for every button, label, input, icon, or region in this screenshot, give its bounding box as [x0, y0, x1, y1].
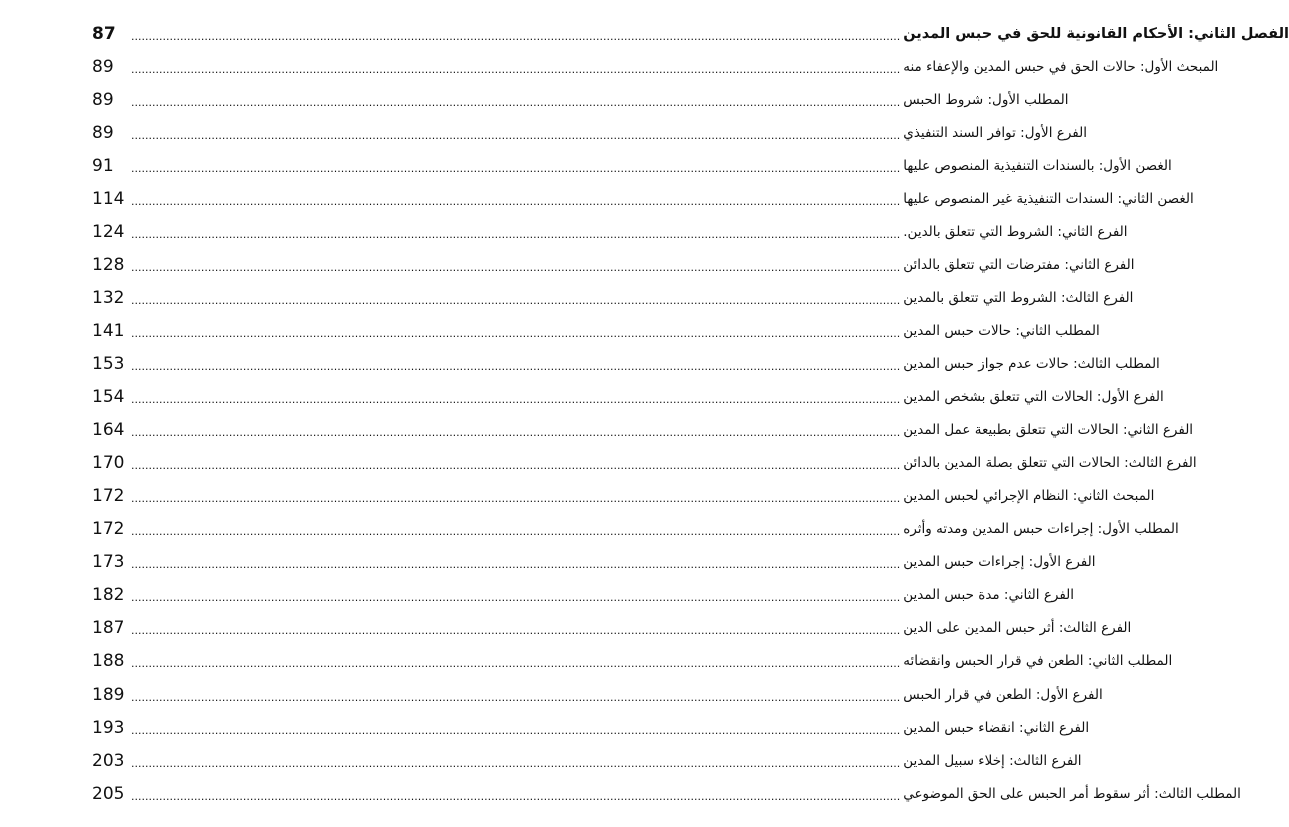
- toc-page-number: 87: [92, 23, 116, 44]
- toc-entry: [92, 777, 1241, 810]
- toc-page-number: 132: [92, 287, 125, 308]
- toc-page-number: 124: [92, 221, 125, 242]
- toc-leader-dots: ............................................................................................................................................................................................................................: [131, 426, 901, 440]
- toc-entry: [92, 711, 1090, 744]
- toc-page-number: 141: [92, 320, 125, 341]
- toc-leader-dots: ............................................................................................................................................................................................................................: [131, 29, 901, 43]
- toc-entry: [92, 50, 1219, 83]
- toc-entry-title: المطلب الثالث: حالات عدم جواز حبس المدين: [903, 356, 1160, 372]
- toc-leader-dots: ............................................................................................................................................................................................................................: [131, 690, 901, 704]
- toc-entry: [92, 513, 1179, 546]
- toc-entry-title: الفرع الأول: الطعن في قرار الحبس: [903, 686, 1103, 703]
- toc-leader-dots: ............................................................................................................................................................................................................................: [131, 194, 901, 208]
- toc-page-number: 170: [92, 453, 125, 474]
- toc-entry: [92, 17, 1289, 50]
- toc-leader-dots: ............................................................................................................................................................................................................................: [131, 756, 901, 770]
- toc-leader-dots: ............................................................................................................................................................................................................................: [131, 624, 901, 638]
- toc-entry-title: المبحث الأول: حالات الحق في حبس المدين والإعفاء منه: [903, 58, 1219, 75]
- toc-entry: [92, 182, 1194, 215]
- toc-entry: [92, 612, 1132, 645]
- toc-leader-dots: ............................................................................................................................................................................................................................: [131, 525, 901, 539]
- toc-entry: [92, 678, 1103, 711]
- toc-page-number: 205: [92, 783, 125, 804]
- toc-entry: [92, 149, 1172, 182]
- toc-entry: [92, 447, 1197, 480]
- toc-entry-title: المطلب الثالث: أثر سقوط أمر الحبس على الحق الموضوعي: [903, 785, 1241, 802]
- toc-leader-dots: ............................................................................................................................................................................................................................: [131, 128, 901, 142]
- toc-entry-title: الفرع الثاني: الشروط التي تتعلق بالدين.: [903, 223, 1128, 240]
- toc-entry-title: الفرع الثاني: مفترضات التي تتعلق بالدائن: [903, 256, 1135, 273]
- toc-page-number: 172: [92, 519, 125, 540]
- toc-page-number: 187: [92, 618, 125, 639]
- toc-entry: [92, 579, 1075, 612]
- toc-page-number: 91: [92, 155, 114, 176]
- toc-entry-title: الفرع الثالث: إخلاء سبيل المدين: [903, 752, 1082, 769]
- toc-entry-title: الفصل الثاني: الأحكام القانونية للحق في حبس المدين: [903, 25, 1289, 42]
- toc-entry: [92, 645, 1173, 678]
- toc-entry-title: المطلب الثاني: حالات حبس المدين: [903, 322, 1100, 339]
- toc-entry: [92, 546, 1096, 579]
- toc-page-number: 89: [92, 89, 114, 110]
- toc-leader-dots: ............................................................................................................................................................................................................................: [131, 227, 901, 241]
- toc-page-number: 182: [92, 585, 125, 606]
- toc-entry-title: الفرع الأول: توافر السند التنفيذي: [903, 124, 1087, 141]
- toc-leader-dots: ............................................................................................................................................................................................................................: [131, 95, 901, 109]
- toc-page-number: 153: [92, 354, 125, 374]
- toc-entry: [92, 348, 1160, 381]
- toc-entry: [92, 215, 1128, 248]
- toc-entry: [92, 480, 1155, 513]
- toc-page-number: 128: [92, 254, 125, 275]
- toc-entry-title: المطلب الأول: إجراءات حبس المدين ومدته وأثره: [903, 521, 1179, 538]
- toc-leader-dots: ............................................................................................................................................................................................................................: [131, 558, 901, 572]
- toc-page-number: 203: [92, 750, 125, 771]
- toc-leader-dots: ............................................................................................................................................................................................................................: [131, 657, 901, 671]
- toc-entry: [92, 414, 1194, 447]
- toc-entry-title: المطلب الثاني: الطعن في قرار الحبس وانقضائه: [903, 653, 1173, 670]
- toc-entry: [92, 744, 1082, 777]
- toc-leader-dots: ............................................................................................................................................................................................................................: [131, 62, 901, 76]
- toc-page-number: 154: [92, 387, 125, 408]
- toc-page-number: 89: [92, 122, 114, 143]
- toc-entry: [92, 116, 1087, 149]
- toc-page-number: 188: [92, 651, 125, 672]
- toc-page-number: 89: [92, 56, 114, 77]
- toc-leader-dots: ............................................................................................................................................................................................................................: [131, 789, 901, 803]
- toc-leader-dots: ............................................................................................................................................................................................................................: [131, 591, 901, 605]
- toc-leader-dots: ............................................................................................................................................................................................................................: [131, 161, 901, 175]
- toc-entry-title: الفرع الثالث: أثر حبس المدين على الدين: [903, 620, 1132, 637]
- toc-entry: [92, 281, 1134, 314]
- toc-entry-title: الفرع الأول: الحالات التي تتعلق بشخص المدين: [903, 389, 1164, 406]
- toc-entry-title: الفرع الثالث: الشروط التي تتعلق بالمدين: [903, 289, 1134, 306]
- toc-leader-dots: ............................................................................................................................................................................................................................: [131, 459, 901, 473]
- toc-entry-title: الفرع الثاني: الحالات التي تتعلق بطبيعة عمل المدين: [903, 422, 1194, 439]
- toc-entry-title: الغصن الأول: بالسندات التنفيذية المنصوص عليها: [903, 157, 1172, 174]
- toc-entry-title: المطلب الأول: شروط الحبس: [903, 91, 1069, 108]
- toc-page-number: 173: [92, 552, 125, 573]
- toc-entry-title: الفرع الثاني: انقضاء حبس المدين: [903, 719, 1090, 736]
- toc-leader-dots: ............................................................................................................................................................................................................................: [131, 260, 901, 274]
- toc-entry-title: المبحث الثاني: النظام الإجرائي لحبس المدين: [903, 488, 1155, 505]
- toc-page-number: 189: [92, 684, 125, 705]
- toc-leader-dots: ............................................................................................................................................................................................................................: [131, 723, 901, 737]
- toc-entry: [92, 83, 1069, 116]
- toc-leader-dots: ............................................................................................................................................................................................................................: [131, 293, 901, 307]
- toc-entry: [92, 381, 1164, 414]
- toc-entry-title: الغصن الثاني: السندات التنفيذية غير المنصوص عليها: [903, 190, 1194, 207]
- toc-page-number: 114: [92, 188, 125, 209]
- toc-page-number: 193: [92, 717, 125, 738]
- toc-entry-title: الفرع الثالث: الحالات التي تتعلق بصلة المدين بالدائن: [903, 455, 1197, 472]
- toc-leader-dots: ............................................................................................................................................................................................................................: [131, 360, 901, 373]
- toc-leader-dots: ............................................................................................................................................................................................................................: [131, 393, 901, 407]
- toc-entry: [92, 248, 1135, 281]
- toc-entry: [92, 314, 1100, 347]
- toc-page-number: 172: [92, 486, 125, 507]
- toc-leader-dots: ............................................................................................................................................................................................................................: [131, 326, 901, 340]
- toc-entry-title: الفرع الأول: إجراءات حبس المدين: [903, 554, 1096, 571]
- toc-page-number: 164: [92, 420, 125, 441]
- toc-leader-dots: ............................................................................................................................................................................................................................: [131, 492, 901, 506]
- toc-entry-title: الفرع الثاني: مدة حبس المدين: [903, 587, 1075, 604]
